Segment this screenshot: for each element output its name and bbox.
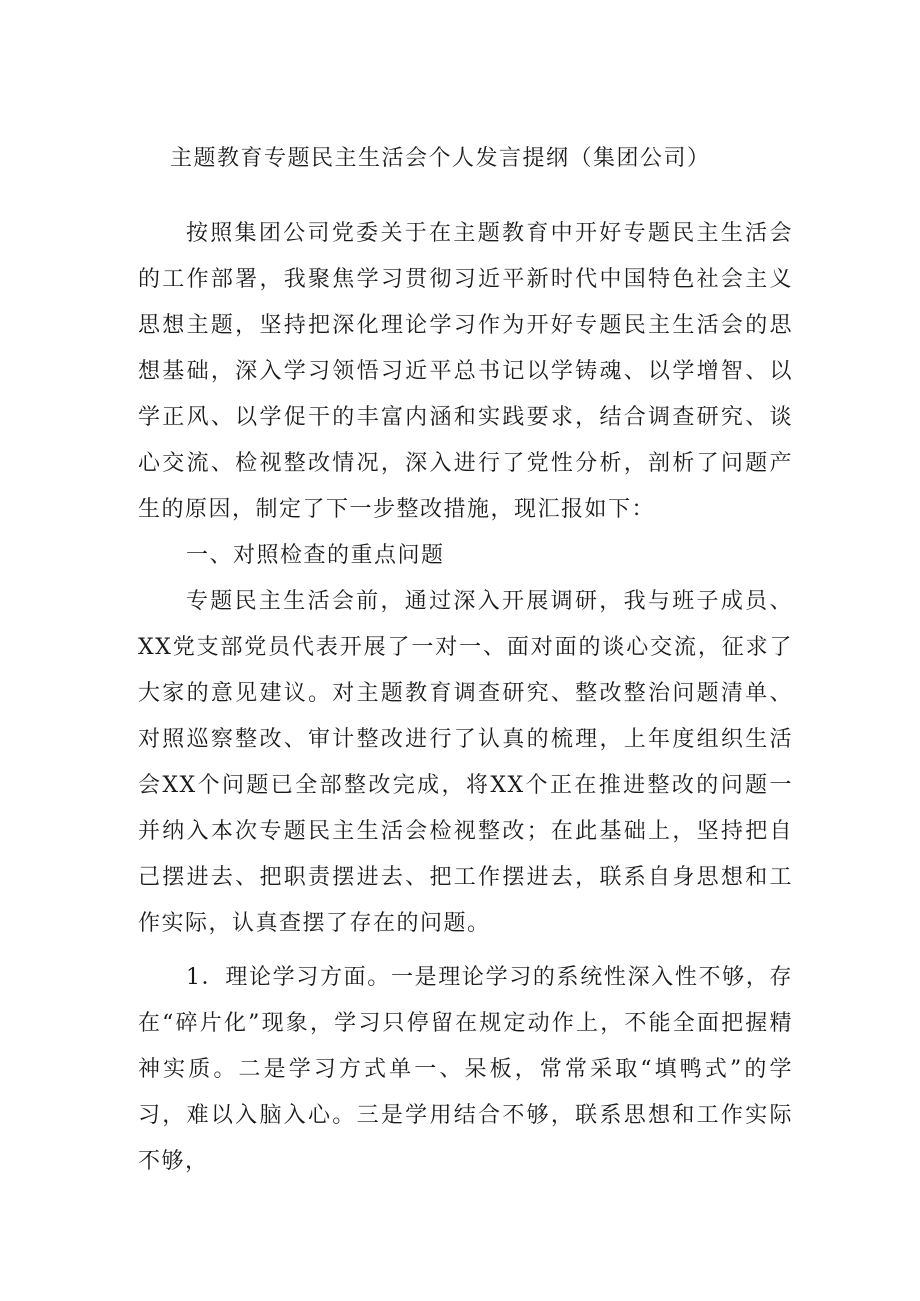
section-heading: 一、对照检查的重点问题: [186, 543, 445, 568]
section-paragraph: 专题民主生活会前，通过深入开展调研，我与班子成员、XX党支部党员代表开展了一对一、面对面的谈心交流，征求了大家的意见建议。对主题教育调查研究、整改整治问题清单、对照巡察整改、审计整改进行了认真的梳理，上年度组织生活会XX个问题已全部整改完成，将XX个正在推进整改的问题一并纳入本次专题民主生活会检视整改；在此基础上，坚持把自己摆进去、把职责摆进去、把工作摆进去，联系自身思想和工作实际，认真查摆了存在的问题。: [138, 589, 793, 936]
numbered-item-paragraph: 1．理论学习方面。一是理论学习的系统性深入性不够，存在“碎片化”现象，学习只停留在规定动作上，不能全面把握精神实质。二是学习方式单一、呆板，常常采取“填鸭式”的学习，难以入脑入心。三是学用结合不够，联系思想和工作实际不够，: [138, 965, 793, 1174]
intro-paragraph: 按照集团公司党委关于在主题教育中开好专题民主生活会的工作部署，我聚焦学习贯彻习近平新时代中国特色社会主义思想主题，坚持把深化理论学习作为开好专题民主生活会的思想基础，深入学习领悟习近平总书记以学铸魂、以学增智、以学正风、以学促干的丰富内涵和实践要求，结合调查研究、谈心交流、检视整改情况，深入进行了党性分析，剖析了问题产生的原因，制定了下一步整改措施，现汇报如下：: [138, 221, 793, 522]
document-body: [138, 211, 793, 1185]
document-title: 主题教育专题民主生活会个人发言提纲（集团公司）: [170, 146, 711, 171]
